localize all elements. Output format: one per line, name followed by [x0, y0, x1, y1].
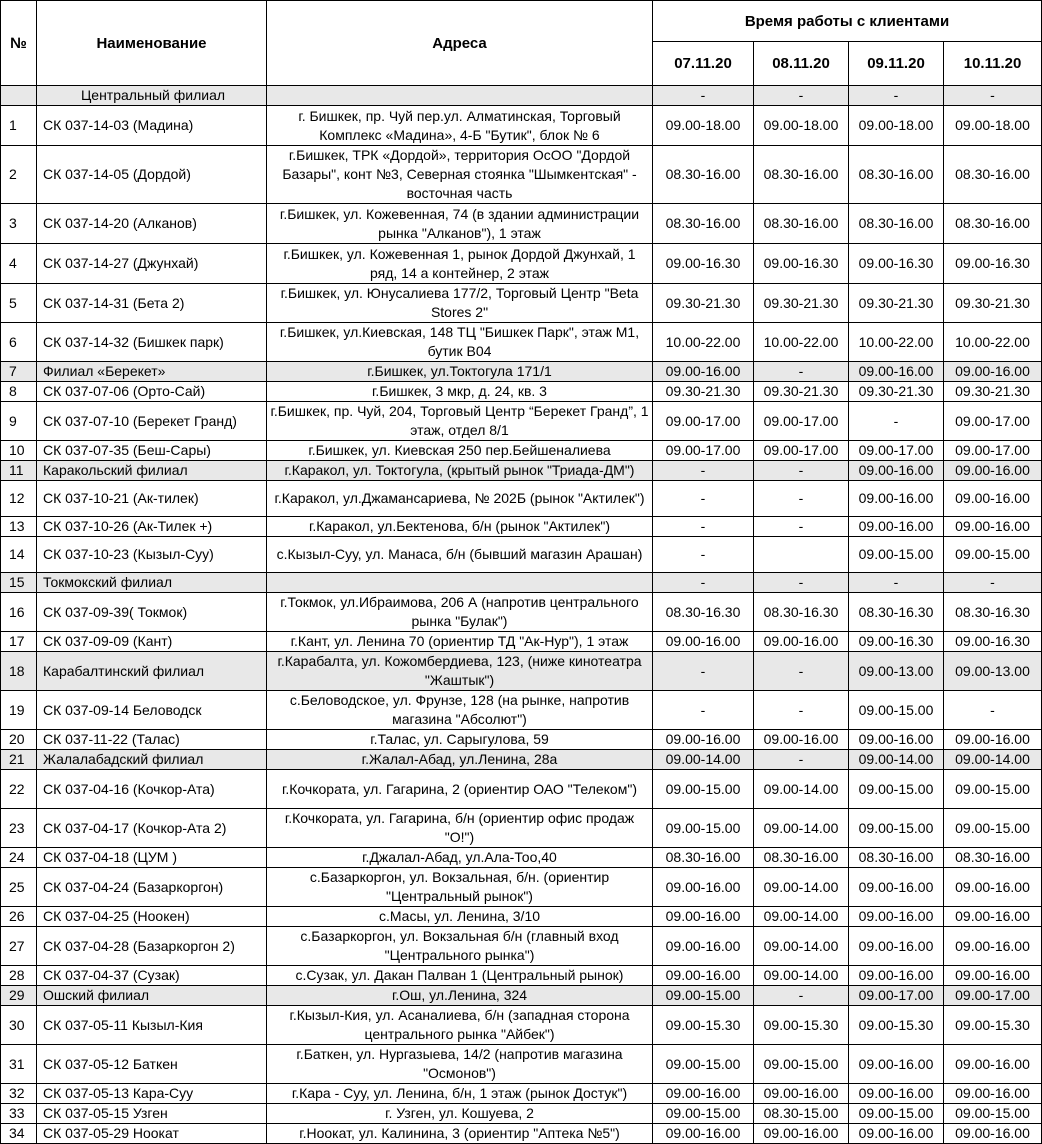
row-number: 14	[1, 537, 37, 573]
working-hours-cell: 09.00-16.30	[754, 244, 849, 284]
working-hours-cell: 09.00-16.30	[944, 244, 1042, 284]
working-hours-cell: -	[653, 461, 754, 481]
working-hours-cell: 09.00-16.30	[849, 244, 944, 284]
row-number: 7	[1, 362, 37, 382]
working-hours-cell: 08.30-16.00	[944, 204, 1042, 244]
branch-name: СК 037-04-25 (Ноокен)	[37, 907, 267, 927]
row-number: 19	[1, 691, 37, 730]
working-hours-cell: 09.00-16.00	[849, 517, 944, 537]
working-hours-cell: 09.00-16.00	[653, 1084, 754, 1104]
working-hours-cell: 09.00-16.00	[944, 517, 1042, 537]
working-hours-cell: -	[653, 86, 754, 106]
branch-address: г.Талас, ул. Сарыгулова, 59	[267, 730, 653, 750]
row-number: 17	[1, 632, 37, 652]
row-number: 1	[1, 106, 37, 146]
working-hours-cell: 09.00-17.00	[653, 402, 754, 441]
working-hours-cell: 08.30-16.00	[653, 204, 754, 244]
working-hours-cell: 09.00-16.00	[754, 1084, 849, 1104]
working-hours-cell: 09.00-16.00	[849, 907, 944, 927]
table-row	[1, 1006, 1042, 1045]
row-number: 28	[1, 966, 37, 986]
working-hours-cell: -	[754, 86, 849, 106]
row-number: 20	[1, 730, 37, 750]
working-hours-cell: -	[754, 481, 849, 517]
row-number: 34	[1, 1124, 37, 1144]
branch-address: г.Кызыл-Кия, ул. Асаналиева, б/н (западная сторона центрального рынка "Айбек")	[267, 1006, 653, 1045]
working-hours-cell: 09.00-14.00	[944, 750, 1042, 770]
branch-address: г.Бишкек, ул. Юнусалиева 177/2, Торговый Центр "Beta Stores 2"	[267, 284, 653, 323]
working-hours-cell: 09.00-14.00	[653, 750, 754, 770]
working-hours-cell: 08.30-16.00	[653, 848, 754, 868]
working-hours-cell: -	[754, 652, 849, 691]
working-hours-cell: 09.00-15.00	[849, 537, 944, 573]
working-hours-cell: -	[653, 517, 754, 537]
branch-name: СК 037-10-26 (Ак-Тилек +)	[37, 517, 267, 537]
working-hours-cell: 09.00-16.00	[849, 461, 944, 481]
working-hours-cell: 09.00-16.00	[849, 730, 944, 750]
working-hours-cell: 09.00-18.00	[653, 106, 754, 146]
working-hours-cell: 09.00-15.30	[849, 1006, 944, 1045]
working-hours-cell: 09.00-15.00	[849, 691, 944, 730]
working-hours-cell: 09.00-16.00	[944, 927, 1042, 966]
working-hours-cell: 08.30-16.00	[754, 146, 849, 204]
working-hours-cell: 08.30-15.00	[754, 1104, 849, 1124]
table-row	[1, 809, 1042, 848]
branch-name: СК 037-04-18 (ЦУМ )	[37, 848, 267, 868]
working-hours-cell: 09.00-18.00	[944, 106, 1042, 146]
working-hours-cell: 09.00-16.00	[653, 730, 754, 750]
working-hours-cell: 09.00-16.00	[849, 966, 944, 986]
working-hours-cell: 09.00-15.00	[653, 770, 754, 809]
branch-address: с.Кызыл-Суу, ул. Манаса, б/н (бывший магазин Арашан)	[267, 537, 653, 573]
branch-address: г.Кочкората, ул. Гагарина, 2 (ориентир ОАО "Телеком")	[267, 770, 653, 809]
working-hours-cell: 09.00-16.30	[653, 244, 754, 284]
branch-address: г.Бишкек, ТРК «Дордой», территория ОсОО "Дордой Базары", конт №3, Северная стоянка "Шымкентская" - восточная часть	[267, 146, 653, 204]
table-row	[1, 323, 1042, 362]
table-row	[1, 691, 1042, 730]
working-hours-cell: 09.00-17.00	[653, 441, 754, 461]
table-row	[1, 652, 1042, 691]
table-row	[1, 1045, 1042, 1084]
working-hours-cell: 10.00-22.00	[944, 323, 1042, 362]
branch-name: СК 037-10-23 (Кызыл-Суу)	[37, 537, 267, 573]
branch-address: г.Джалал-Абад, ул.Ала-Тоо,40	[267, 848, 653, 868]
working-hours-cell	[754, 537, 849, 573]
branch-address: г.Бишкек, ул. Кожевенная 1, рынок Дордой Джунхай, 1 ряд, 14 а контейнер, 2 этаж	[267, 244, 653, 284]
header-working-hours: Время работы с клиентами	[653, 1, 1042, 42]
branch-address: г.Бишкек, ул.Токтогула 171/1	[267, 362, 653, 382]
row-number: 21	[1, 750, 37, 770]
working-hours-cell: 08.30-16.00	[653, 146, 754, 204]
branch-address: с.Базаркоргон, ул. Вокзальная, б/н. (ориентир "Центральный рынок")	[267, 868, 653, 907]
working-hours-cell: 09.00-14.00	[754, 809, 849, 848]
working-hours-cell: 08.30-16.00	[754, 204, 849, 244]
working-hours-cell: 09.00-16.00	[944, 1045, 1042, 1084]
working-hours-cell: 09.30-21.30	[849, 382, 944, 402]
working-hours-cell: 09.00-16.00	[849, 1084, 944, 1104]
working-hours-cell: 09.00-16.00	[653, 907, 754, 927]
working-hours-cell: 09.00-18.00	[849, 106, 944, 146]
branch-address: г.Каракол, ул.Джамансариева, № 202Б (рынок "Актилек")	[267, 481, 653, 517]
branch-address: г. Узген, ул. Кошуева, 2	[267, 1104, 653, 1124]
row-number: 24	[1, 848, 37, 868]
header-name: Наименование	[37, 1, 267, 86]
row-number: 16	[1, 593, 37, 632]
working-hours-cell: 10.00-22.00	[849, 323, 944, 362]
branch-name: СК 037-14-31 (Бета 2)	[37, 284, 267, 323]
working-hours-cell: 09.00-16.00	[944, 1084, 1042, 1104]
branch-address: г.Баткен, ул. Нургазыева, 14/2 (напротив магазина "Осмонов")	[267, 1045, 653, 1084]
branch-address: г.Ош, ул.Ленина, 324	[267, 986, 653, 1006]
working-hours-cell: 08.30-16.00	[849, 204, 944, 244]
working-hours-cell: 09.00-17.00	[849, 441, 944, 461]
branch-address: г.Бишкек, ул. Кожевенная, 74 (в здании администрации рынка "Алканов"), 1 этаж	[267, 204, 653, 244]
row-number: 10	[1, 441, 37, 461]
working-hours-cell: -	[944, 573, 1042, 593]
branch-name: Центральный филиал	[37, 86, 267, 106]
table-row	[1, 770, 1042, 809]
working-hours-cell: 09.00-15.30	[944, 1006, 1042, 1045]
working-hours-cell: 09.00-17.00	[944, 441, 1042, 461]
branch-address: с.Беловодское, ул. Фрунзе, 128 (на рынке, напротив магазина "Абсолют")	[267, 691, 653, 730]
working-hours-cell: 09.00-15.00	[653, 1045, 754, 1084]
branch-address: г.Каракол, ул.Бектенова, б/н (рынок "Актилек")	[267, 517, 653, 537]
branch-name: СК 037-04-17 (Кочкор-Ата 2)	[37, 809, 267, 848]
working-hours-cell: -	[653, 537, 754, 573]
branch-name: СК 037-14-32 (Бишкек парк)	[37, 323, 267, 362]
working-hours-cell: 09.00-16.00	[653, 632, 754, 652]
table-row	[1, 146, 1042, 204]
table-row	[1, 461, 1042, 481]
branch-name: СК 037-14-05 (Дордой)	[37, 146, 267, 204]
working-hours-cell: -	[944, 691, 1042, 730]
working-hours-cell: 09.30-21.30	[754, 382, 849, 402]
row-number: 6	[1, 323, 37, 362]
branch-name: СК 037-10-21 (Ак-тилек)	[37, 481, 267, 517]
row-number: 3	[1, 204, 37, 244]
table-row	[1, 848, 1042, 868]
working-hours-cell: 09.00-16.00	[944, 907, 1042, 927]
row-number: 26	[1, 907, 37, 927]
table-row	[1, 441, 1042, 461]
working-hours-cell: 09.00-15.00	[849, 770, 944, 809]
table-row	[1, 284, 1042, 323]
working-hours-cell: 09.00-17.00	[754, 402, 849, 441]
working-hours-cell: 08.30-16.00	[849, 848, 944, 868]
branch-name: СК 037-11-22 (Талас)	[37, 730, 267, 750]
working-hours-cell: 08.30-16.30	[653, 593, 754, 632]
header-date: 08.11.20	[754, 42, 849, 86]
branch-address: г.Ноокат, ул. Калинина, 3 (ориентир "Аптека №5")	[267, 1124, 653, 1144]
table-row	[1, 86, 1042, 106]
header-date: 07.11.20	[653, 42, 754, 86]
working-hours-cell: 09.00-16.00	[944, 730, 1042, 750]
working-hours-cell: 09.30-21.30	[653, 284, 754, 323]
branch-address	[267, 573, 653, 593]
working-hours-cell: 09.00-16.00	[944, 1124, 1042, 1144]
working-hours-cell: 09.00-15.00	[849, 809, 944, 848]
working-hours-cell: 08.30-16.30	[754, 593, 849, 632]
row-number: 31	[1, 1045, 37, 1084]
working-hours-cell: 08.30-16.00	[944, 848, 1042, 868]
working-hours-cell: -	[754, 986, 849, 1006]
working-hours-cell: 09.00-16.00	[849, 481, 944, 517]
branch-address: г.Токмок, ул.Ибраимова, 206 А (напротив центрального рынка "Булак")	[267, 593, 653, 632]
row-number: 25	[1, 868, 37, 907]
working-hours-cell: -	[653, 691, 754, 730]
table-row	[1, 907, 1042, 927]
row-number: 12	[1, 481, 37, 517]
row-number: 30	[1, 1006, 37, 1045]
header-address: Адреса	[267, 1, 653, 86]
table-row	[1, 966, 1042, 986]
branch-name: СК 037-09-09 (Кант)	[37, 632, 267, 652]
working-hours-cell: 09.00-16.00	[653, 868, 754, 907]
branch-address: с.Базаркоргон, ул. Вокзальная б/н (главный вход "Центрального рынка")	[267, 927, 653, 966]
working-hours-cell: 09.00-17.00	[754, 441, 849, 461]
working-hours-cell: 09.00-17.00	[944, 402, 1042, 441]
table-row	[1, 382, 1042, 402]
working-hours-cell: 09.00-16.00	[944, 966, 1042, 986]
table-row	[1, 517, 1042, 537]
working-hours-cell: 09.00-13.00	[849, 652, 944, 691]
working-hours-cell: 10.00-22.00	[754, 323, 849, 362]
branch-name: СК 037-05-13 Кара-Суу	[37, 1084, 267, 1104]
branch-address: г.Кочкората, ул. Гагарина, б/н (ориентир офис продаж "О!")	[267, 809, 653, 848]
working-hours-cell: 09.00-16.00	[849, 927, 944, 966]
working-hours-cell: -	[653, 481, 754, 517]
branch-address: г.Карабалта, ул. Кожомбердиева, 123, (ниже кинотеатра "Жаштык")	[267, 652, 653, 691]
working-hours-cell: 09.00-16.00	[944, 868, 1042, 907]
working-hours-cell: -	[754, 461, 849, 481]
working-hours-cell: 09.00-15.30	[754, 1006, 849, 1045]
working-hours-cell: 09.30-21.30	[944, 284, 1042, 323]
branch-name: СК 037-04-37 (Сузак)	[37, 966, 267, 986]
branch-name: СК 037-04-16 (Кочкор-Ата)	[37, 770, 267, 809]
header-number: №	[1, 1, 37, 86]
branch-name: СК 037-05-12 Баткен	[37, 1045, 267, 1084]
working-hours-cell: 09.00-14.00	[849, 750, 944, 770]
working-hours-cell: 09.00-16.30	[849, 632, 944, 652]
working-hours-cell: 09.00-15.00	[653, 986, 754, 1006]
working-hours-cell: 09.00-15.00	[944, 770, 1042, 809]
working-hours-cell: -	[754, 573, 849, 593]
table-row	[1, 986, 1042, 1006]
branch-name: СК 037-07-10 (Берекет Гранд)	[37, 402, 267, 441]
working-hours-cell: 08.30-16.00	[754, 848, 849, 868]
working-hours-cell: 09.00-16.00	[754, 632, 849, 652]
row-number: 27	[1, 927, 37, 966]
working-hours-cell: 09.00-14.00	[754, 927, 849, 966]
branch-name: Филиал «Берекет»	[37, 362, 267, 382]
table-row	[1, 106, 1042, 146]
working-hours-cell: 09.00-16.00	[754, 1124, 849, 1144]
branch-name: Карабалтинский филиал	[37, 652, 267, 691]
branch-address: с.Сузак, ул. Дакан Палван 1 (Центральный рынок)	[267, 966, 653, 986]
table-row	[1, 1084, 1042, 1104]
working-hours-cell: 09.00-14.00	[754, 868, 849, 907]
table-row	[1, 593, 1042, 632]
header-date: 10.11.20	[944, 42, 1042, 86]
working-hours-cell: 09.00-18.00	[754, 106, 849, 146]
working-hours-cell: 09.00-15.00	[849, 1104, 944, 1124]
working-hours-cell: -	[754, 362, 849, 382]
table-row	[1, 927, 1042, 966]
working-hours-cell: 09.00-15.00	[653, 1104, 754, 1124]
branch-name: СК 037-14-27 (Джунхай)	[37, 244, 267, 284]
working-hours-cell: 09.00-16.00	[653, 1124, 754, 1144]
branch-address: г.Бишкек, ул. Киевская 250 пер.Бейшеналиева	[267, 441, 653, 461]
working-hours-cell: -	[653, 652, 754, 691]
working-hours-cell: 09.30-21.30	[653, 382, 754, 402]
working-hours-cell: -	[944, 86, 1042, 106]
branch-address: г.Бишкек, ул.Киевская, 148 ТЦ "Бишкек Парк", этаж М1, бутик В04	[267, 323, 653, 362]
row-number: 15	[1, 573, 37, 593]
branch-name: СК 037-04-28 (Базаркоргон 2)	[37, 927, 267, 966]
branch-address: г.Кара - Суу, ул. Ленина, б/н, 1 этаж (рынок Достук")	[267, 1084, 653, 1104]
working-hours-cell: 09.30-21.30	[849, 284, 944, 323]
row-number: 22	[1, 770, 37, 809]
working-hours-cell: 09.00-14.00	[754, 907, 849, 927]
table-row	[1, 362, 1042, 382]
branch-address: г.Каракол, ул. Токтогула, (крытый рынок "Триада-ДМ")	[267, 461, 653, 481]
branch-name: СК 037-14-20 (Алканов)	[37, 204, 267, 244]
row-number: 8	[1, 382, 37, 402]
branch-name: СК 037-14-03 (Мадина)	[37, 106, 267, 146]
table-row	[1, 1104, 1042, 1124]
working-hours-cell: 09.00-13.00	[944, 652, 1042, 691]
working-hours-cell: 09.30-21.30	[944, 382, 1042, 402]
working-hours-cell: 09.00-16.00	[944, 362, 1042, 382]
branch-name: Ошский филиал	[37, 986, 267, 1006]
working-hours-cell: -	[849, 573, 944, 593]
working-hours-cell: 09.00-17.00	[849, 986, 944, 1006]
working-hours-cell: 09.00-16.00	[754, 730, 849, 750]
working-hours-cell: 09.00-16.00	[849, 1045, 944, 1084]
working-hours-cell: 09.00-15.00	[944, 537, 1042, 573]
branch-name: СК 037-05-11 Кызыл-Кия	[37, 1006, 267, 1045]
row-number: 29	[1, 986, 37, 1006]
branch-name: СК 037-05-15 Узген	[37, 1104, 267, 1124]
table-row	[1, 573, 1042, 593]
table-row	[1, 730, 1042, 750]
working-hours-cell: -	[653, 573, 754, 593]
working-hours-cell: -	[849, 86, 944, 106]
working-hours-cell: 09.00-16.00	[653, 362, 754, 382]
working-hours-cell: 09.00-16.00	[849, 362, 944, 382]
working-hours-cell: 09.30-21.30	[754, 284, 849, 323]
table-row	[1, 1124, 1042, 1144]
row-number: 13	[1, 517, 37, 537]
row-number: 11	[1, 461, 37, 481]
working-hours-cell: 09.00-14.00	[754, 966, 849, 986]
working-hours-cell: 09.00-17.00	[944, 986, 1042, 1006]
table-row	[1, 632, 1042, 652]
table-row	[1, 868, 1042, 907]
table-row	[1, 537, 1042, 573]
row-number: 18	[1, 652, 37, 691]
branch-name: Жалалабадский филиал	[37, 750, 267, 770]
working-hours-cell: 09.00-15.00	[754, 1045, 849, 1084]
row-number: 5	[1, 284, 37, 323]
table-row	[1, 402, 1042, 441]
branch-name: Токмокский филиал	[37, 573, 267, 593]
working-hours-cell: 08.30-16.00	[849, 146, 944, 204]
row-number: 2	[1, 146, 37, 204]
working-hours-cell: 09.00-14.00	[754, 770, 849, 809]
table-row	[1, 244, 1042, 284]
working-hours-cell: 08.30-16.30	[944, 593, 1042, 632]
branch-address: г. Бишкек, пр. Чуй пер.ул. Алматинская, Торговый Комплекс «Мадина», 4-Б "Бутик", блок № 6	[267, 106, 653, 146]
working-hours-cell: 09.00-15.00	[944, 809, 1042, 848]
branch-name: СК 037-04-24 (Базаркоргон)	[37, 868, 267, 907]
working-hours-cell: -	[754, 750, 849, 770]
working-hours-cell: 08.30-16.00	[944, 146, 1042, 204]
working-hours-cell: 09.00-16.30	[944, 632, 1042, 652]
branch-address: г.Жалал-Абад, ул.Ленина, 28а	[267, 750, 653, 770]
working-hours-cell: 09.00-16.00	[849, 868, 944, 907]
table-row	[1, 750, 1042, 770]
table-row	[1, 481, 1042, 517]
row-number: 9	[1, 402, 37, 441]
row-number: 33	[1, 1104, 37, 1124]
row-number: 4	[1, 244, 37, 284]
branch-address: г.Бишкек, 3 мкр, д. 24, кв. 3	[267, 382, 653, 402]
working-hours-cell: -	[754, 691, 849, 730]
branch-address: г.Кант, ул. Ленина 70 (ориентир ТД "Ак-Нур"), 1 этаж	[267, 632, 653, 652]
row-number: 32	[1, 1084, 37, 1104]
branch-name: СК 037-07-06 (Орто-Сай)	[37, 382, 267, 402]
branch-name: СК 037-09-14 Беловодск	[37, 691, 267, 730]
branch-address	[267, 86, 653, 106]
working-hours-cell: 09.00-16.00	[849, 1124, 944, 1144]
working-hours-cell: 09.00-15.30	[653, 1006, 754, 1045]
branch-name: СК 037-07-35 (Беш-Сары)	[37, 441, 267, 461]
working-hours-cell: 09.00-16.00	[944, 481, 1042, 517]
branch-address: с.Масы, ул. Ленина, 3/10	[267, 907, 653, 927]
branch-name: Каракольский филиал	[37, 461, 267, 481]
branch-address: г.Бишкек, пр. Чуй, 204, Торговый Центр “Берекет Гранд”, 1 этаж, отдел 8/1	[267, 402, 653, 441]
working-hours-cell: 08.30-16.30	[849, 593, 944, 632]
header-date: 09.11.20	[849, 42, 944, 86]
row-number: 23	[1, 809, 37, 848]
working-hours-cell: 10.00-22.00	[653, 323, 754, 362]
table-body	[1, 86, 1042, 1144]
working-hours-cell: 09.00-15.00	[944, 1104, 1042, 1124]
working-hours-cell: 09.00-16.00	[653, 966, 754, 986]
working-hours-cell: 09.00-15.00	[653, 809, 754, 848]
row-number	[1, 86, 37, 106]
branch-name: СК 037-05-29 Ноокат	[37, 1124, 267, 1144]
working-hours-cell: -	[849, 402, 944, 441]
working-hours-cell: -	[754, 517, 849, 537]
branch-name: СК 037-09-39( Токмок)	[37, 593, 267, 632]
table-row	[1, 204, 1042, 244]
working-hours-cell: 09.00-16.00	[653, 927, 754, 966]
working-hours-cell: 09.00-16.00	[944, 461, 1042, 481]
